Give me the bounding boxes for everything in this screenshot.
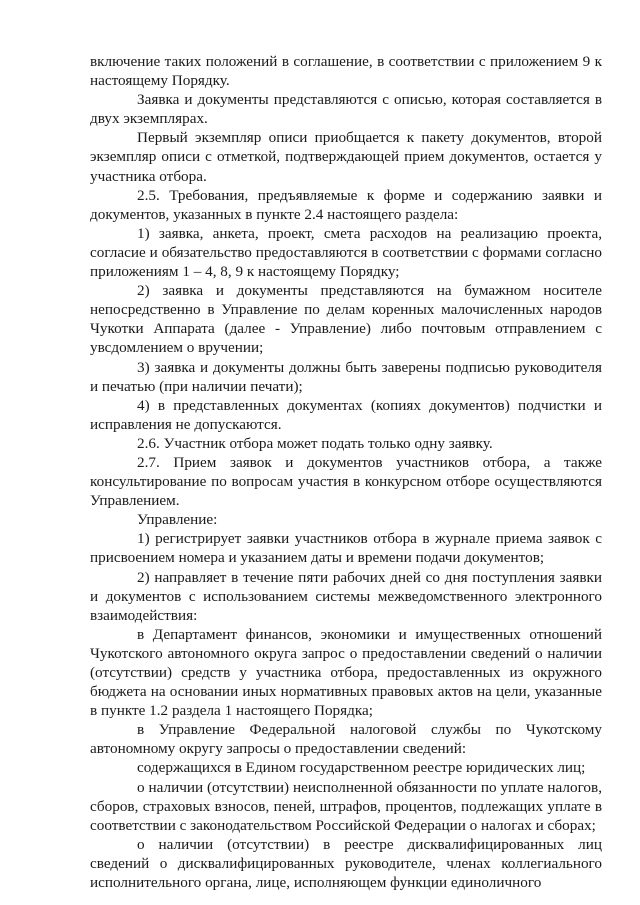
paragraph-item-3: 3) заявка и документы должны быть заверены подписью руководителя и печатью (при наличии печати);: [90, 358, 602, 395]
paragraph-inventory: Заявка и документы представляются с описью, которая составляется в двух экземплярах.: [90, 91, 602, 128]
paragraph-tax-obligations: о наличии (отсутствии) неисполненной обязанности по уплате налогов, сборов, страховых взносов, пеней, штрафов, процентов, подлежащих уплате в соответствии с законодательством Российской Федерации о налогах и сборах;: [90, 778, 602, 834]
paragraph-section-2-6: 2.6. Участник отбора может подать только одну заявку.: [137, 434, 493, 452]
paragraph-item-1: 1) заявка, анкета, проект, смета расходов на реализацию проекта, согласие и обязательство предоставляются в соответствии с формами согласно приложениям 1 – 4, 8, 9 к настоящему Порядку;: [90, 224, 602, 281]
paragraph-item-4: 4) в представленных документах (копиях документов) подчистки и исправления не допускаются.: [90, 396, 602, 433]
paragraph-inventory-copies: Первый экземпляр описи приобщается к пакету документов, второй экземпляр описи с отметкой, подтверждающей прием документов, остается у участника отбора.: [90, 129, 602, 185]
paragraph-admin-item-1: 1) регистрирует заявки участников отбора в журнале приема заявок с присвоением номера и указанием даты и времени подачи документов;: [90, 530, 602, 567]
paragraph-legal-entities-register: содержащихся в Едином государственном реестре юридических лиц;: [137, 759, 586, 777]
paragraph-administration: Управление:: [137, 511, 218, 529]
paragraph-finance-department: в Департамент финансов, экономики и имущественных отношений Чукотского автономного округа запрос о предоставлении сведений о наличии (отсутствии) средств у участника отбора, предоставленных из окружного бюджета на основании иных нормативных правовых актов на цели, указанные в пункте 1.2 раздела 1 настоящего Порядка;: [90, 625, 602, 720]
paragraph-continuation: включение таких положений в соглашение, в соответствии с приложением 9 к настоящему Порядку.: [90, 53, 602, 90]
paragraph-section-2-5: 2.5. Требования, предъявляемые к форме и содержанию заявки и документов, указанных в пункте 2.4 настоящего раздела:: [90, 186, 602, 223]
paragraph-admin-item-2: 2) направляет в течение пяти рабочих дней со дня поступления заявки и документов с использованием системы межведомственного электронного взаимодействия:: [90, 568, 602, 624]
paragraph-item-2: 2) заявка и документы представляются на бумажном носителе непосредственно в Управление по делам коренных малочисленных народов Чукотки Аппарата (далее - Управление) либо почтовым отправлением с увсдомлением о вручении;: [90, 282, 602, 357]
document-page: [90, 52, 602, 892]
paragraph-tax-service: в Управление Федеральной налоговой службы по Чукотскому автономному округу запросы о предоставлении сведений:: [90, 721, 602, 758]
paragraph-section-2-7: 2.7. Прием заявок и документов участников отбора, а также консультирование по вопросам участия в конкурсном отборе осуществляются Управлением.: [90, 453, 602, 510]
paragraph-disqualified-register: о наличии (отсутствии) в реестре дисквалифицированных лиц сведений о дисквалифицированных руководителе, членах коллегиального исполнительного органа, лице, исполняющем функции единоличного: [90, 835, 602, 892]
